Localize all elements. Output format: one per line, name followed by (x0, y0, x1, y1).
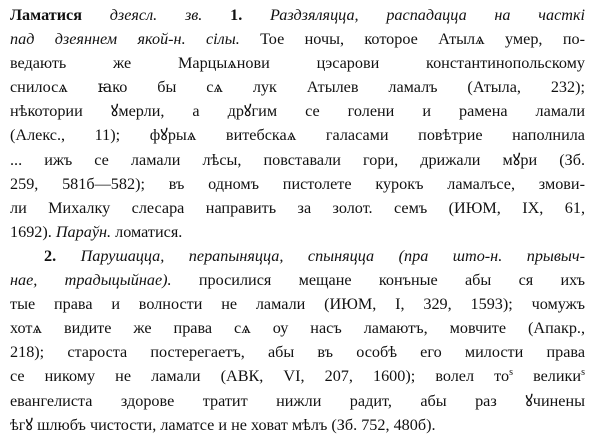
entry-line-7: ... ижъ се ламали лѣсы, повставали гори, дрижали мꙋри (Зб. (10, 150, 585, 169)
entry-line-9: ли Михалку слесара направить за золот. семъ (ИЮМ, IX, 61, (10, 198, 585, 217)
citation-text: велики (513, 367, 582, 386)
entry-line-18: ѣгꙋ шлюбъ чистости, ламатсе и не ховат мѣлъ (Зб. 752, 480б). (10, 415, 436, 434)
entry-line-6: (Алекс., 11); фꙋрыѧ витебскаѧ галасами повѣтрие наполнила (10, 126, 585, 145)
sense-2-definition-cont: нае, традыцыйнае). (10, 271, 172, 290)
sense-1-definition-cont: пад дзеяннем якой-н. сілы. (10, 30, 240, 49)
sense-number-1: 1. (230, 6, 243, 24)
entry-line-12 (10, 268, 585, 292)
citation-text: 1692). (10, 222, 56, 241)
entry-line-4: снилосѧ ꙗко бы сѧ лук Атылев ламалъ (Атыла, 232); (10, 78, 585, 97)
entry-line-5: нѣкотории ꙋмерли, а дрꙋгим се голени и рамена ламали (10, 102, 585, 121)
superscript-letter: s (509, 367, 513, 379)
citation-text: просилися мещане конъные абы ся ихъ (171, 271, 585, 290)
citation-text: се никому не ламали (АВК, VI, 207, 1600); волел то (10, 367, 510, 386)
entry-line-1 (10, 3, 585, 27)
entry-line-14: хотѧ видите же права сѧ оу насъ ламаютъ, мовчите (Апакр., (10, 319, 585, 338)
entry-line-10 (10, 220, 585, 244)
headword: Ламатися (10, 6, 82, 24)
superscript-letter: s (581, 367, 585, 379)
entry-line-2 (10, 27, 585, 51)
entry-line-17: евангелиста здорове тратит нижли радит, абы раз ꙋчинены (10, 391, 585, 410)
sense-2-definition: Парушацца, перапыняцца, спыняцца (пра што-н. прывыч- (56, 246, 585, 265)
citation-text: Тое ночы, которое Атылѧ умер, по- (239, 30, 585, 49)
sense-1-definition: Раздзяляцца, распадацца на часткі (270, 6, 585, 24)
entry-line-3: ведають же Марцыѧнови цэсарови константинопольскому (10, 54, 585, 73)
entry-line-16 (10, 364, 585, 388)
entry-line-15: 218); староста постерегаетъ, абы въ особѣ его милости права (10, 343, 585, 362)
entry-line-13: тые права и волности не ламали (ИЮМ, I, 329, 1593); чомужъ (10, 295, 585, 314)
cross-reference-label: Параўн. (55, 222, 112, 241)
sense-number-2: 2. (44, 246, 57, 265)
grammar-label: дзеясл. зв. (109, 6, 203, 24)
entry-line-8: 259, 581б—582); въ одномъ пистолете курокъ ламалъсе, змови- (10, 174, 585, 193)
entry-line-11 (10, 244, 585, 268)
cross-reference-word: ломатися. (111, 222, 183, 241)
